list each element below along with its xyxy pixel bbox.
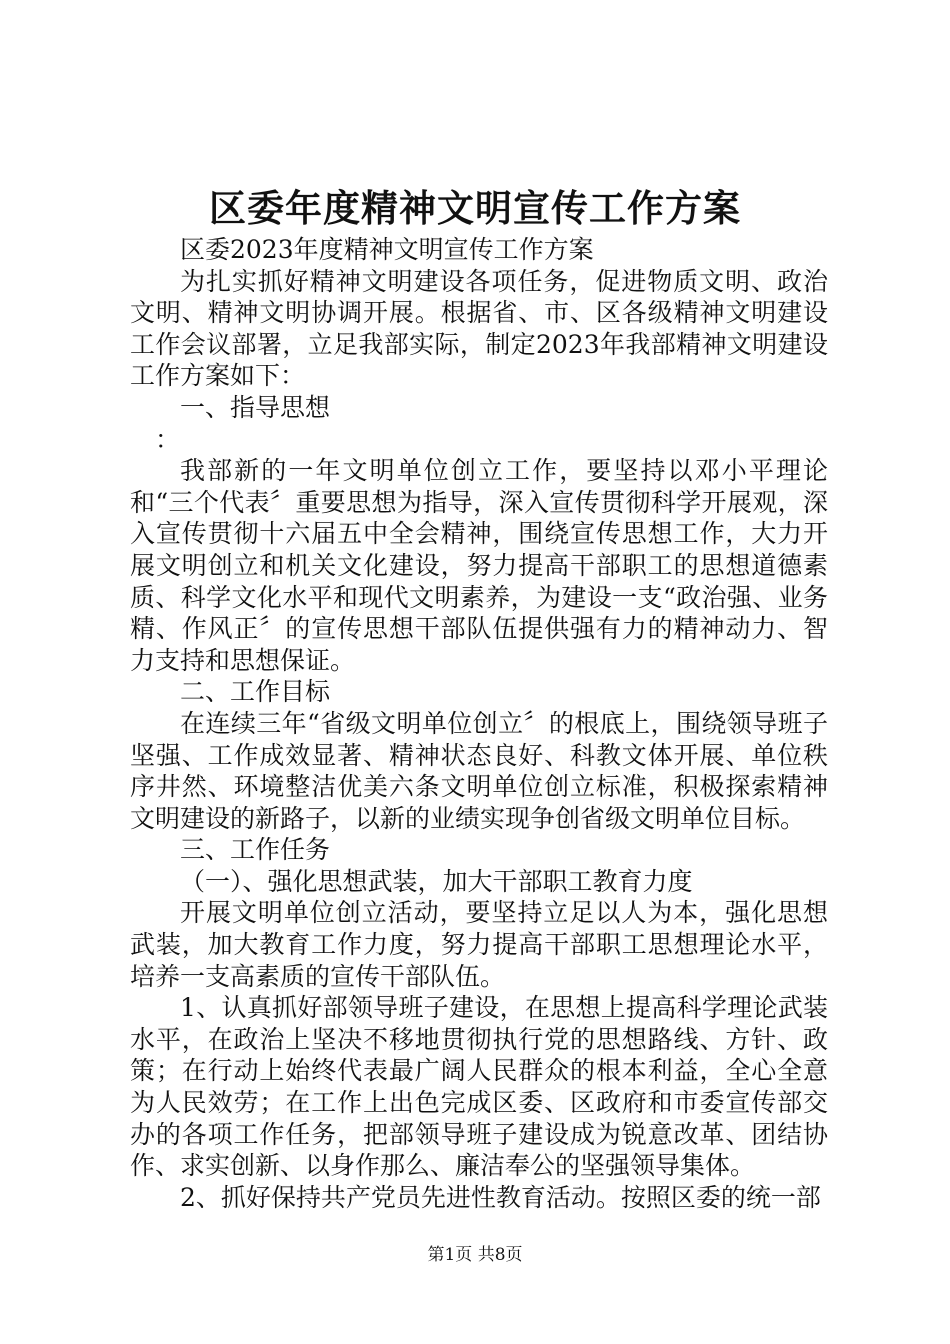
heading-work-tasks: 三、工作任务: [180, 835, 331, 865]
paragraph-task-one: 开展文明单位创立活动，要坚持立足以人为本，强化思想武装，加大教育工作力度，努力提高干部职工思想理论水平，培养一支高素质的宣传干部队伍。: [130, 898, 828, 991]
page-footer: 第1页 共8页: [427, 1245, 523, 1265]
paragraph-intro: 为扎实抓好精神文明建设各项任务，促进物质文明、政治文明、精神文明协调开展。根据省、市、区各级精神文明建设工作会议部署，立足我部实际，制定2023年我部精神文明建设工作方案如下：: [130, 266, 828, 391]
paragraph-guiding-ideology: 我部新的一年文明单位创立工作，要坚持以邓小平理论和“三个代表〞重要思想为指导，深入宣传贯彻科学开展观，深入宣传贯彻十六届五中全会精神，围绕宣传思想工作，大力开展文明创立和机关文化建设，努力提高干部职工的思想道德素质、科学文化水平和现代文明素养，为建设一支“政治强、业务精、作风正〞的宣传思想干部队伍提供强有力的精神动力、智力支持和思想保证。: [130, 456, 828, 675]
paragraph-subtitle: 区委2023年度精神文明宣传工作方案: [180, 235, 594, 264]
paragraph-item-1: 1、认真抓好部领导班子建设，在思想上提高科学理论武装水平，在政治上坚决不移地贯彻执行党的思想路线、方针、政策；在行动上始终代表最广阔人民群众的根本利益，全心全意为人民效劳；在工作上出色完成区委、区政府和市委宣传部交办的各项工作任务，把部领导班子建设成为锐意改革、团结协作、求实创新、以身作那么、廉洁奉公的坚强领导集体。: [130, 993, 828, 1181]
heading-work-goals: 二、工作目标: [180, 677, 331, 707]
paragraph-work-goals: 在连续三年“省级文明单位创立〞的根底上，围绕领导班子坚强、工作成效显著、精神状态良好、科教文体开展、单位秩序井然、环境整洁优美六条文明单位创立标准，积极探索精神文明建设的新路子，以新的业绩实现争创省级文明单位目标。: [130, 708, 828, 833]
paragraph-item-2: 2、抓好保持共产党员先进性教育活动。按照区委的统一部: [180, 1182, 821, 1212]
heading-guiding-ideology: 一、指导思想: [180, 392, 331, 422]
paragraph-colon: ：: [155, 424, 181, 454]
subheading-task-one: （一）、强化思想武装，加大干部职工教育力度: [180, 866, 693, 896]
document-title: 区委年度精神文明宣传工作方案: [209, 186, 741, 230]
document-body: [130, 234, 828, 1213]
